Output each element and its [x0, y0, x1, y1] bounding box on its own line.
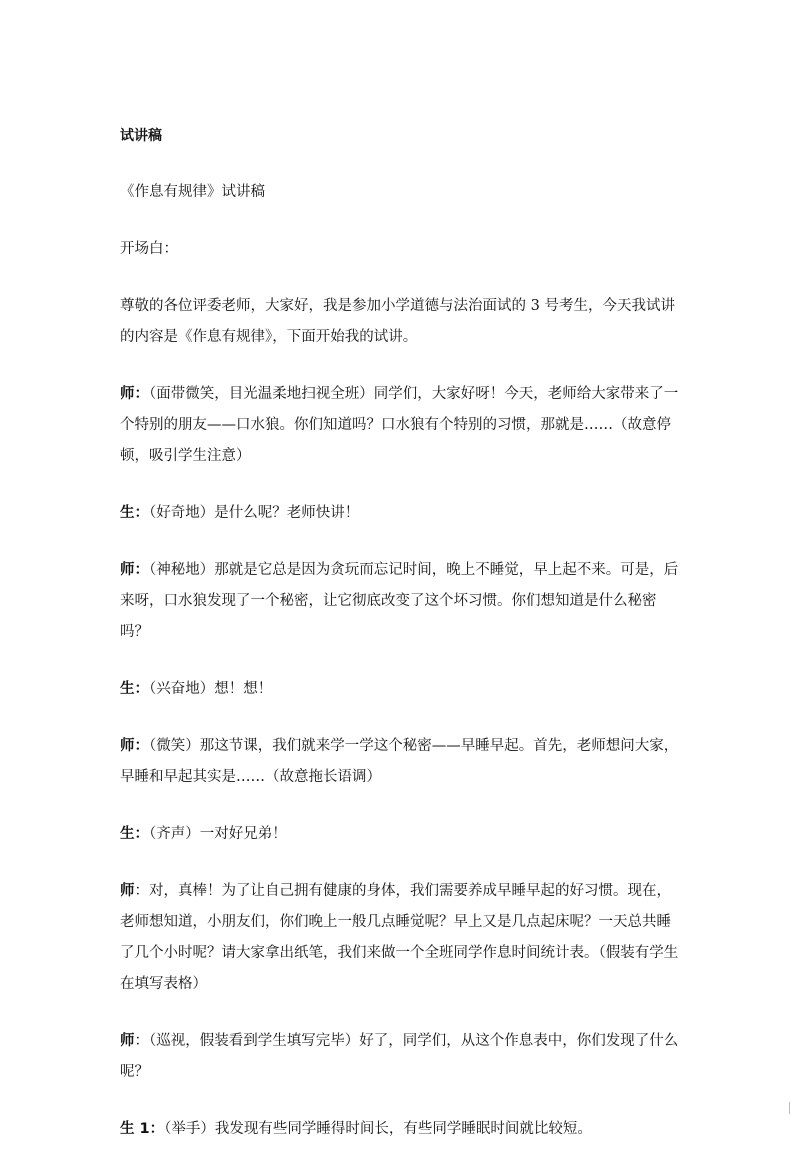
dialogue-line [120, 819, 680, 850]
speaker-label: 师 [120, 1033, 135, 1049]
speaker-label: 生 1： [120, 1121, 165, 1137]
document-page [120, 122, 680, 1171]
dialogue-line [120, 1114, 680, 1145]
dialogue-line [120, 876, 680, 1000]
dialogue-line [120, 555, 680, 648]
opening-label: 开场白： [120, 241, 178, 257]
dialogue-line [120, 731, 680, 793]
dialogue-line [120, 674, 680, 705]
page-corner-mark [789, 1102, 790, 1114]
dialogue-line [120, 1026, 680, 1088]
dialogue-line [120, 379, 680, 472]
dialogue-text: （好奇地）是什么呢？老师快讲！ [149, 505, 360, 521]
dialogue-text: ：（巡视，假装看到学生填写完毕）好了，同学们，从这个作息表中，你们发现了什么呢？ [120, 1033, 679, 1080]
intro-paragraph: 尊敬的各位评委老师，大家好，我是参加小学道德与法治面试的 3 号考生，今天我试讲的内容是《作息有规律》，下面开始我的试讲。 [120, 298, 675, 345]
speaker-label: 生： [120, 505, 149, 521]
dialogue-line [120, 498, 680, 529]
speaker-label: 师： [120, 386, 149, 402]
speaker-label: 师： [120, 562, 149, 578]
dialogue-text: （神秘地）那就是它总是因为贪玩而忘记时间，晚上不睡觉，早上起不来。可是，后来呀，口水狼发现了一个秘密，让它彻底改变了这个坏习惯。你们想知道是什么秘密吗？ [120, 562, 679, 640]
lecture-subtitle: 《作息有规律》试讲稿 [120, 184, 265, 200]
dialogue-text: （兴奋地）想！想！ [149, 681, 273, 697]
dialogue-text: （微笑）那这节课，我们就来学一学这个秘密——早睡早起。首先，老师想问大家，早睡和早起其实是……（故意拖长语调） [120, 738, 679, 785]
dialogue-text: ：对，真棒！为了让自己拥有健康的身体，我们需要养成早睡早起的好习惯。现在，老师想知道，小朋友们，你们晚上一般几点睡觉呢？早上又是几点起床呢？一天总共睡了几个小时呢？请大家拿出纸笔，我们来做一个全班同学作息时间统计表。（假装有学生在填写表格） [120, 883, 679, 992]
speaker-label: 生： [120, 826, 149, 842]
dialogue-text: （齐声）一对好兄弟！ [149, 826, 287, 842]
speaker-label: 师 [120, 883, 135, 899]
speaker-label: 生： [120, 681, 149, 697]
speaker-label: 师： [120, 738, 149, 754]
document-title: 试讲稿 [120, 128, 162, 144]
dialogue-text: （面带微笑，目光温柔地扫视全班）同学们，大家好呀！今天，老师给大家带来了一个特别的朋友——口水狼。你们知道吗？口水狼有个特别的习惯，那就是……（故意停顿，吸引学生注意） [120, 386, 679, 464]
dialogue-text: （举手）我发现有些同学睡得时间长，有些同学睡眠时间就比较短。 [164, 1121, 592, 1137]
